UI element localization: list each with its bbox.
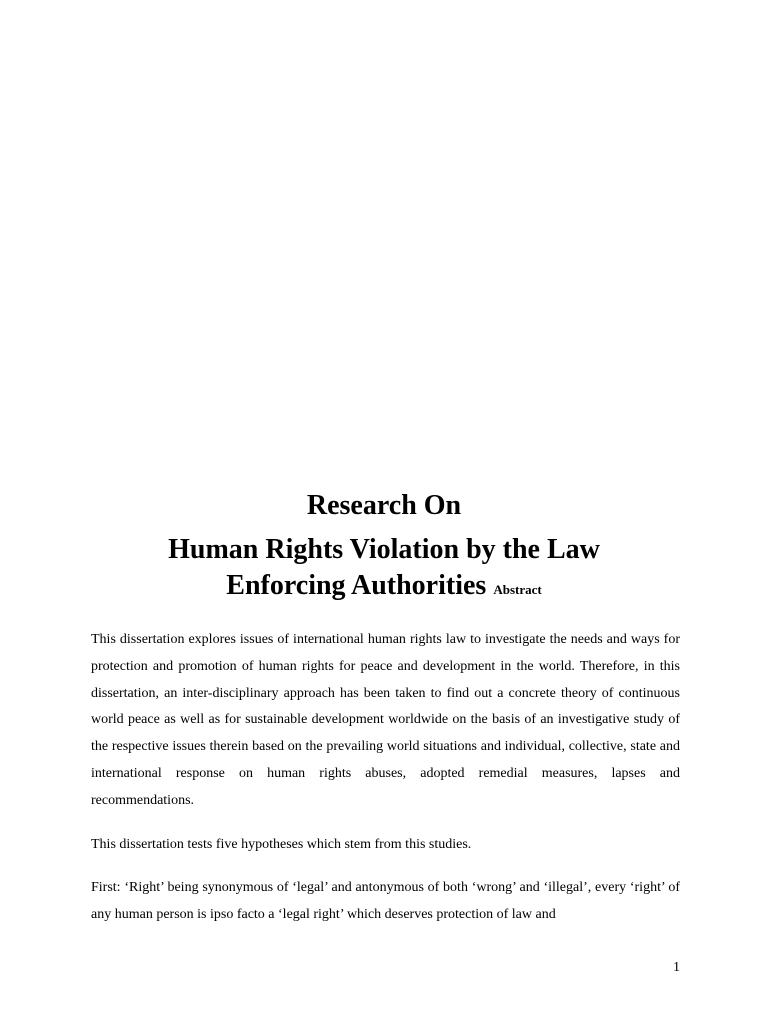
abstract-body xyxy=(91,627,680,946)
abstract-heading: Abstract xyxy=(493,582,542,597)
page-subtitle-line-2-text: Enforcing Authorities xyxy=(226,570,487,601)
body-paragraph: First: ‘Right’ being synonymous of ‘legal’ and antonymous of both ‘wrong’ and ‘illegal’, every ‘right’ of any human person is ipso facto a ‘legal right’ which deserves protection of law and xyxy=(91,880,680,923)
page-title: Research On xyxy=(306,490,462,521)
body-paragraph: This dissertation tests five hypotheses which stem from this studies. xyxy=(91,836,472,852)
page-number: 1 xyxy=(673,960,680,975)
page-subtitle-line-1: Human Rights Violation by the Law xyxy=(168,534,600,565)
body-paragraph: This dissertation explores issues of international human rights law to investigate the needs and ways for protection and promotion of human rights for peace and development in the world. Therefore, in this dissertation, an inter-disciplinary approach has been taken to find out a concrete theory of continuous world peace as well as for sustainable development worldwide on the basis of an investigative study of the respective issues therein based on the prevailing world situations and individual, collective, state and international response on human rights abuses, adopted remedial measures, lapses and recommendations. xyxy=(91,632,680,808)
page-subtitle-line-2 xyxy=(0,568,768,608)
title-block xyxy=(0,486,768,608)
